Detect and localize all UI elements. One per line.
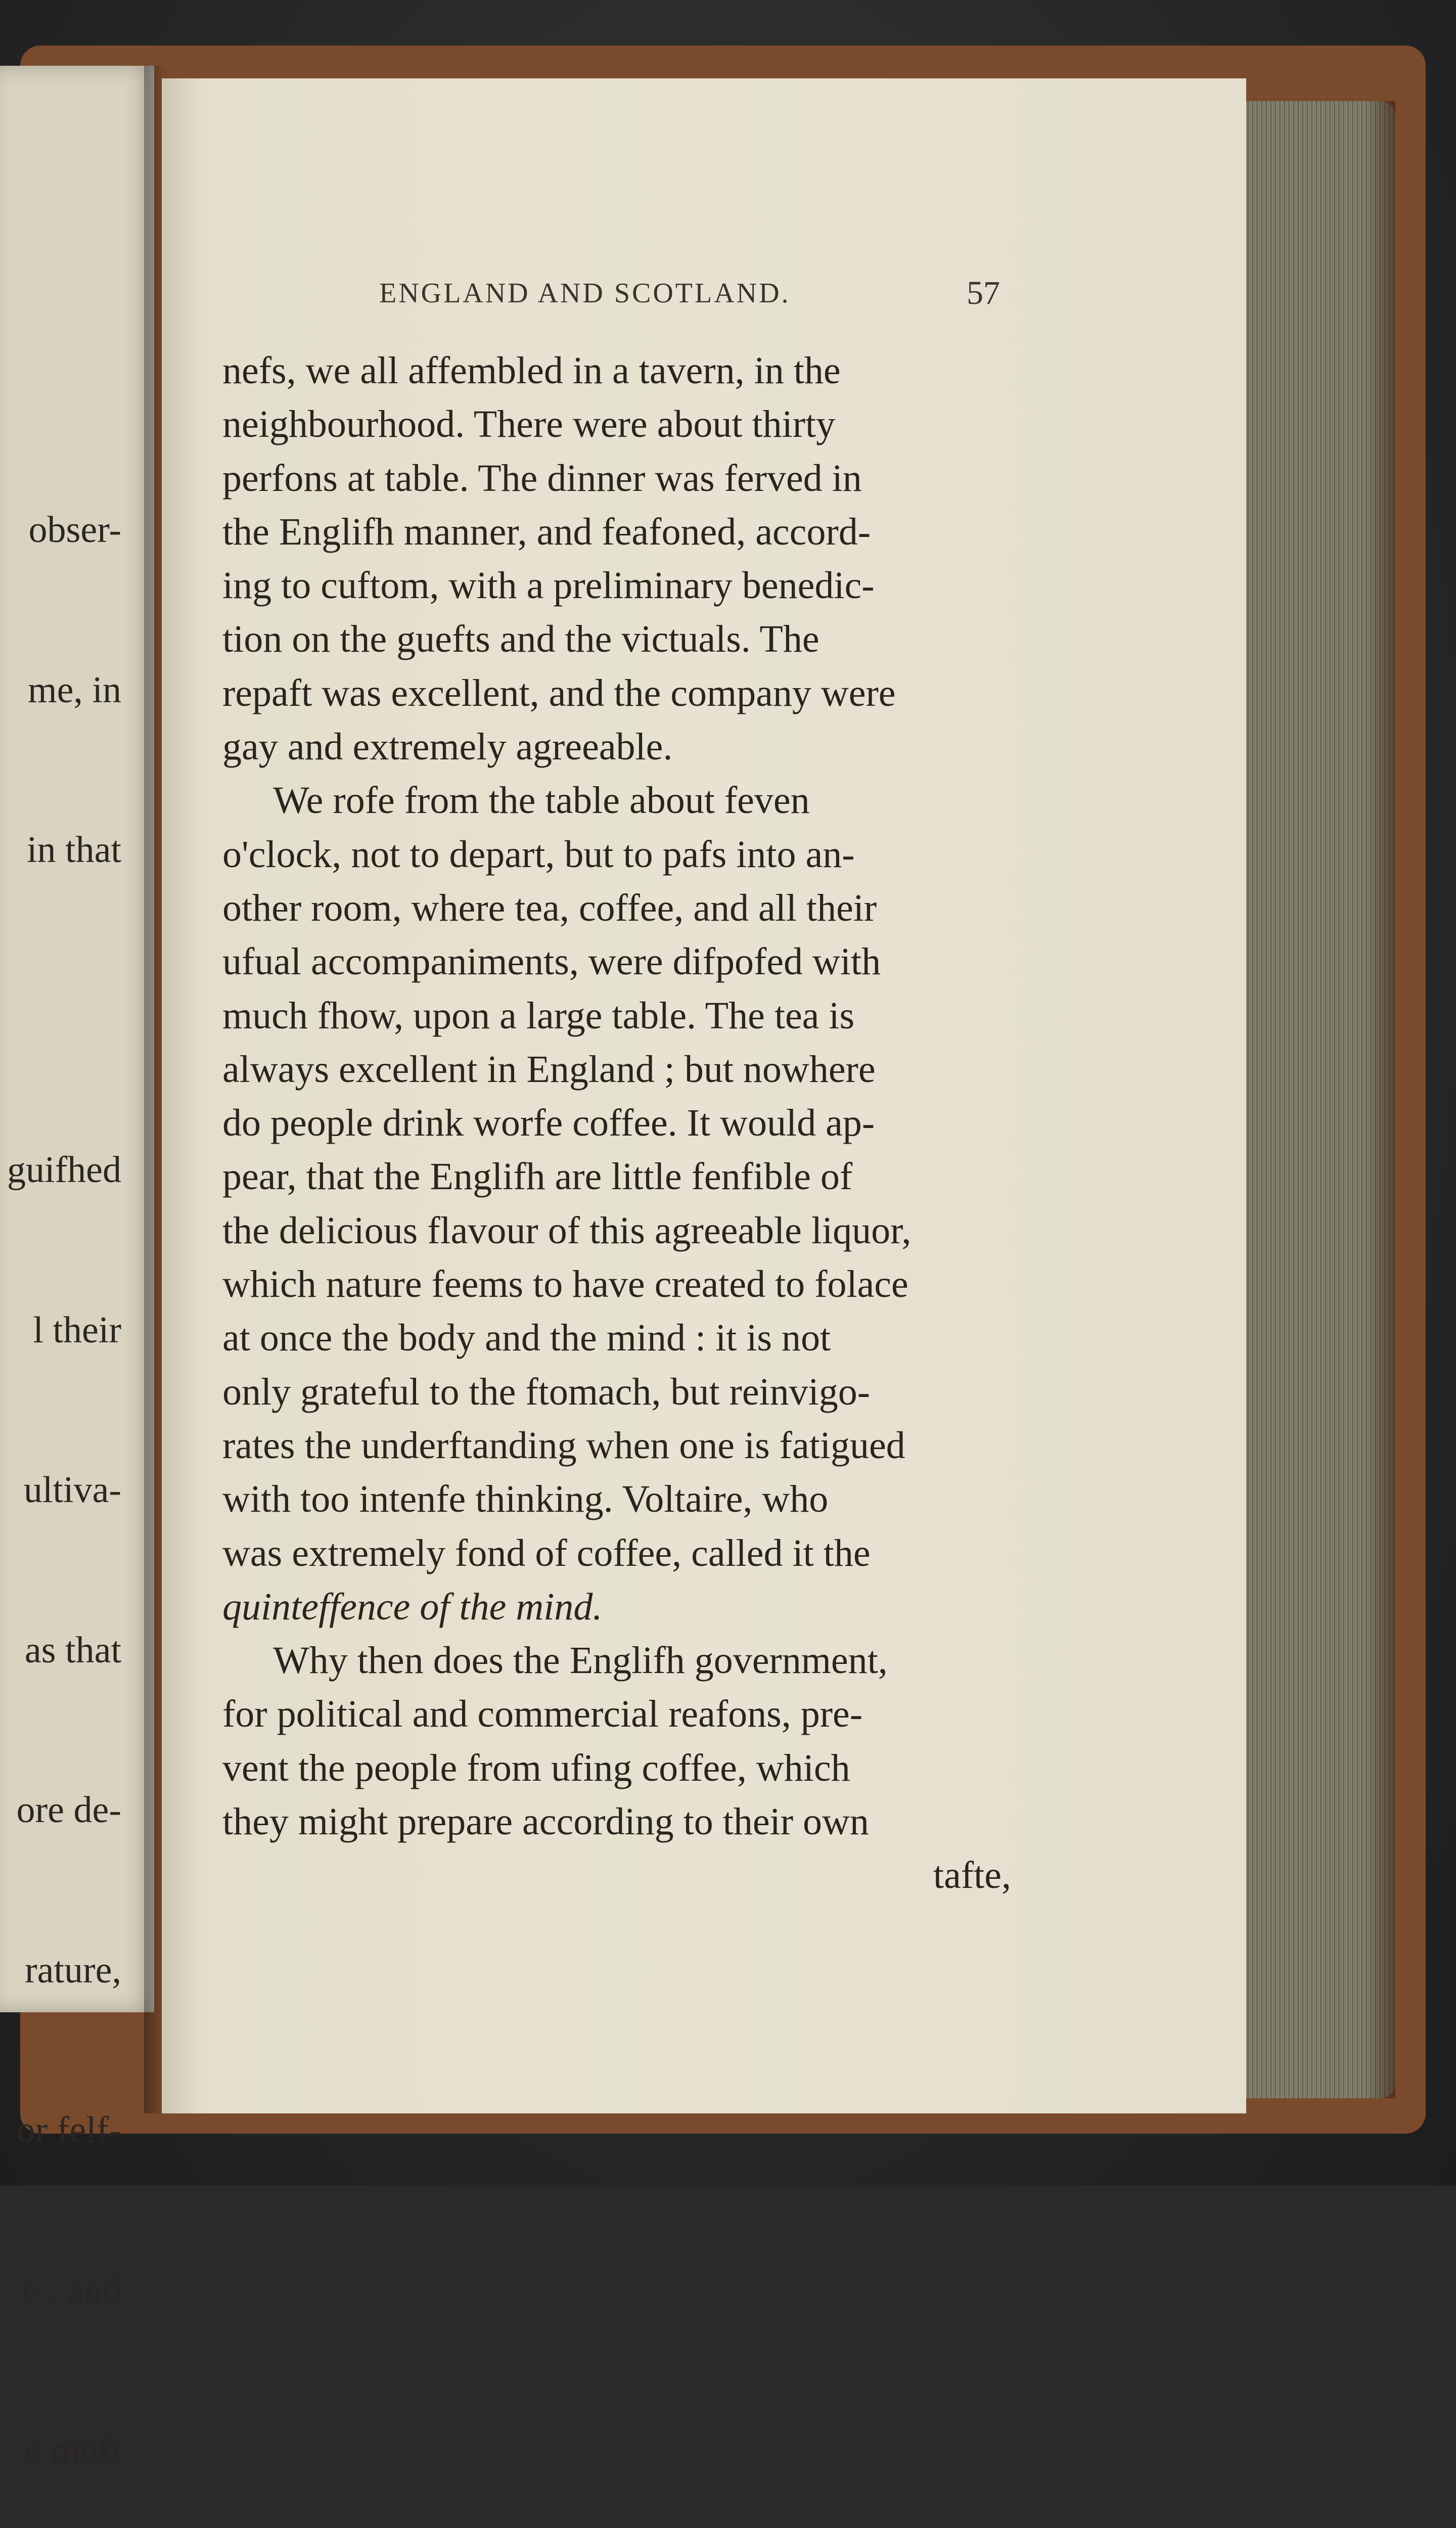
text-line xyxy=(222,559,1011,612)
catchword: tafte, xyxy=(933,1854,1011,1897)
line-text: nefs, we all affembled in a tavern, in the xyxy=(222,349,841,392)
line-text: other room, where tea, coffee, and all their xyxy=(222,886,877,929)
line-text: do people drink worfe coffee. It would ap- xyxy=(222,1102,875,1145)
catchword-line xyxy=(222,1848,1011,1902)
left-line: in that xyxy=(26,829,121,871)
line-text: gay and extremely agreeable. xyxy=(222,726,673,769)
left-line: ultiva- xyxy=(23,1469,121,1511)
left-line: me, in xyxy=(28,669,121,711)
text-line xyxy=(222,666,1011,720)
text-line xyxy=(222,1311,1011,1365)
text-line xyxy=(222,1634,1011,1687)
line-text: ufual accompaniments, were difpofed with xyxy=(222,940,881,983)
line-text: Why then does the Englifh government, xyxy=(273,1639,888,1682)
line-text: at once the body and the mind : it is not xyxy=(222,1317,831,1360)
line-text: We rofe from the table about feven xyxy=(273,779,810,822)
text-line xyxy=(222,1419,1011,1472)
line-text: which nature feems to have created to folace xyxy=(222,1263,908,1306)
running-header: ENGLAND AND SCOTLAND. xyxy=(379,278,791,309)
left-page xyxy=(0,66,154,2471)
left-line: guifhed xyxy=(7,1149,121,1191)
left-line: e muft xyxy=(24,2429,121,2471)
line-text: repaft was excellent, and the company were xyxy=(222,671,896,714)
line-text: quinteffence of the mind. xyxy=(222,1585,603,1628)
line-text: only grateful to the ftomach, but reinvigo- xyxy=(222,1370,871,1413)
page-number: 57 xyxy=(967,275,1000,311)
left-page-text xyxy=(7,397,121,2528)
text-line xyxy=(222,881,1011,935)
left-line: obser- xyxy=(28,509,121,551)
text-line xyxy=(222,344,1011,397)
text-line xyxy=(222,612,1011,666)
line-text: tion on the guefts and the victuals. The xyxy=(222,618,820,661)
text-line xyxy=(222,1150,1011,1203)
text-line xyxy=(222,1365,1011,1419)
italic-line xyxy=(222,1580,1011,1634)
line-text: for political and commercial reafons, pre- xyxy=(222,1693,863,1736)
left-line: or felf- xyxy=(16,2109,121,2151)
left-line: ore de- xyxy=(16,1789,121,1831)
text-line xyxy=(222,1096,1011,1150)
line-text: pear, that the Englifh are little fenfible of xyxy=(222,1155,853,1198)
line-text: much fhow, upon a large table. The tea is xyxy=(222,994,855,1037)
line-text: with too intenfe thinking. Voltaire, who xyxy=(222,1478,829,1521)
line-text: neighbourhood. There were about thirty xyxy=(222,403,836,446)
line-text: vent the people from ufing coffee, which xyxy=(222,1746,850,1789)
line-text: rates the underftanding when one is fatigued xyxy=(222,1424,905,1467)
text-line xyxy=(222,1472,1011,1526)
left-line: l their xyxy=(33,1309,121,1351)
text-line xyxy=(222,452,1011,505)
line-text: the delicious flavour of this agreeable liquor, xyxy=(222,1209,912,1252)
text-line xyxy=(222,1526,1011,1580)
text-line xyxy=(222,1741,1011,1795)
text-line xyxy=(222,1257,1011,1311)
line-text: o'clock, not to depart, but to pafs into an- xyxy=(222,833,855,876)
line-text: was extremely fond of coffee, called it the xyxy=(222,1531,871,1574)
text-line xyxy=(222,774,1011,827)
text-line xyxy=(222,1795,1011,1848)
left-line: rature, xyxy=(24,1949,121,1991)
line-text: they might prepare according to their own xyxy=(222,1800,869,1843)
text-line xyxy=(222,989,1011,1043)
text-line xyxy=(222,1043,1011,1096)
line-text: ing to cuftom, with a preliminary benedic- xyxy=(222,564,875,607)
text-line xyxy=(222,1204,1011,1257)
text-line xyxy=(222,935,1011,988)
text-line xyxy=(222,720,1011,774)
left-line xyxy=(7,984,121,1037)
text-line xyxy=(222,828,1011,881)
text-line xyxy=(222,397,1011,451)
left-line: as that xyxy=(24,1629,121,1671)
text-line xyxy=(222,1687,1011,1741)
left-line: e ; and xyxy=(21,2269,121,2311)
right-page-text xyxy=(222,344,1011,1903)
text-line xyxy=(222,505,1011,559)
line-text: always excellent in England ; but nowhere xyxy=(222,1048,876,1091)
line-text: perfons at table. The dinner was ferved in xyxy=(222,457,862,500)
line-text: the Englifh manner, and feafoned, accord- xyxy=(222,510,871,553)
